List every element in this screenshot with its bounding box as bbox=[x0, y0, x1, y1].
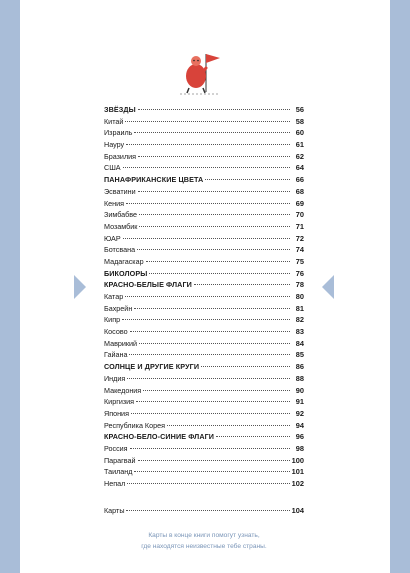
right-page-marker bbox=[322, 275, 334, 299]
toc-entry-label: Косово bbox=[104, 327, 128, 337]
toc-page-number: 78 bbox=[295, 280, 304, 290]
toc-entry-label: ПАНАФРИКАНСКИЕ ЦВЕТА bbox=[104, 175, 204, 185]
toc-page-number: 68 bbox=[295, 186, 304, 196]
toc-dot-leader bbox=[130, 448, 290, 449]
toc-page-number: 64 bbox=[295, 163, 304, 173]
toc-entry-row[interactable] bbox=[104, 291, 304, 303]
toc-section-row[interactable] bbox=[104, 104, 304, 116]
toc-dot-leader bbox=[134, 308, 290, 309]
toc-dot-leader bbox=[136, 401, 290, 402]
toc-entry-label: ЮАР bbox=[104, 233, 121, 243]
table-of-contents bbox=[104, 104, 304, 516]
toc-page-number: 102 bbox=[291, 479, 304, 488]
toc-dot-leader bbox=[149, 273, 290, 274]
toc-page-number: 66 bbox=[295, 175, 304, 185]
toc-entry-label: Непал bbox=[104, 479, 126, 488]
toc-entry-row[interactable] bbox=[104, 443, 304, 455]
toc-entry-label: БИКОЛОРЫ bbox=[104, 268, 148, 278]
toc-entry-label: ЗВЁЗДЫ bbox=[104, 105, 136, 114]
toc-page-number: 70 bbox=[295, 210, 304, 220]
toc-entry-label: СОЛНЦЕ И ДРУГИЕ КРУГИ bbox=[104, 362, 200, 372]
toc-entry-row[interactable] bbox=[104, 349, 304, 361]
footer-note-line-1: Карты в конце книги помогут узнать, bbox=[148, 532, 260, 539]
toc-dot-leader bbox=[125, 121, 290, 122]
toc-page-number: 81 bbox=[295, 303, 304, 313]
toc-page-number: 86 bbox=[295, 362, 304, 372]
toc-entry-label: Маврикий bbox=[104, 338, 138, 348]
toc-page-number: 72 bbox=[295, 233, 304, 243]
toc-entry-label: Япония bbox=[104, 408, 129, 418]
toc-dot-leader bbox=[139, 214, 290, 215]
toc-page-number: 61 bbox=[295, 140, 304, 150]
toc-entry-label: Парагвай bbox=[104, 455, 136, 465]
toc-entry-row[interactable] bbox=[104, 127, 304, 139]
toc-dot-leader bbox=[126, 203, 290, 204]
toc-page-number: 94 bbox=[295, 420, 304, 430]
left-page-marker bbox=[74, 275, 86, 299]
toc-page-number: 83 bbox=[295, 327, 304, 337]
toc-entry-row[interactable] bbox=[104, 221, 304, 233]
toc-page-number: 60 bbox=[295, 128, 304, 138]
toc-dot-leader bbox=[123, 167, 290, 168]
toc-entry-label: Гайана bbox=[104, 350, 128, 360]
toc-dot-leader bbox=[205, 179, 290, 180]
toc-page-number: 69 bbox=[295, 198, 304, 208]
toc-entry-label: Бахрейн bbox=[104, 303, 133, 313]
toc-entry-row[interactable] bbox=[104, 186, 304, 198]
toc-entry-row[interactable] bbox=[104, 256, 304, 268]
toc-entry-label: США bbox=[104, 163, 121, 173]
toc-entry-row[interactable] bbox=[104, 198, 304, 210]
toc-entry-label: Македония bbox=[104, 385, 142, 395]
toc-entry-label: Таиланд bbox=[104, 467, 133, 477]
toc-page-number: 82 bbox=[295, 315, 304, 325]
toc-entry-label: Индия bbox=[104, 373, 126, 383]
toc-entry-label: Мадагаскар bbox=[104, 256, 144, 266]
toc-entry-label: Ботсвана bbox=[104, 245, 136, 255]
toc-dot-leader bbox=[123, 238, 290, 239]
toc-entry-row[interactable] bbox=[104, 396, 304, 408]
toc-section-row[interactable] bbox=[104, 361, 304, 373]
toc-page-number: 96 bbox=[295, 432, 304, 442]
toc-entry-label: КРАСНО-БЕЛО-СИНИЕ ФЛАГИ bbox=[104, 432, 215, 442]
toc-entry-label: Израиль bbox=[104, 128, 133, 138]
toc-dot-leader bbox=[139, 343, 290, 344]
toc-page-number: 85 bbox=[295, 350, 304, 360]
toc-dot-leader bbox=[122, 319, 290, 320]
toc-entry-row[interactable] bbox=[104, 505, 304, 517]
toc-dot-leader bbox=[143, 390, 290, 391]
toc-entry-label: Катар bbox=[104, 292, 124, 301]
toc-page-number: 104 bbox=[291, 505, 304, 515]
toc-entry-row[interactable] bbox=[104, 244, 304, 256]
toc-page-number: 101 bbox=[291, 467, 304, 477]
toc-dot-leader bbox=[130, 331, 290, 332]
toc-entry-label: Киргизия bbox=[104, 397, 135, 407]
toc-entry-label: Китай bbox=[104, 116, 124, 126]
toc-entry-row[interactable] bbox=[104, 408, 304, 420]
toc-entry-row[interactable] bbox=[104, 385, 304, 397]
toc-entry-row[interactable] bbox=[104, 209, 304, 221]
toc-entry-label: Эсватини bbox=[104, 186, 136, 196]
toc-entry-row[interactable] bbox=[104, 455, 304, 467]
toc-entry-label: КРАСНО-БЕЛЫЕ ФЛАГИ bbox=[104, 280, 192, 290]
toc-dot-leader bbox=[138, 156, 290, 157]
toc-entry-row[interactable] bbox=[104, 151, 304, 163]
toc-dot-leader bbox=[126, 510, 289, 511]
left-side-bar bbox=[0, 0, 20, 573]
toc-dot-leader bbox=[134, 132, 290, 133]
toc-section-row[interactable] bbox=[104, 279, 304, 291]
toc-dot-leader bbox=[127, 483, 289, 484]
flag-bearer-illustration bbox=[176, 48, 224, 98]
toc-page-number: 74 bbox=[295, 245, 304, 255]
toc-entry-row[interactable] bbox=[104, 303, 304, 315]
toc-dot-leader bbox=[138, 191, 290, 192]
toc-page-number: 84 bbox=[295, 338, 304, 348]
toc-dot-leader bbox=[139, 226, 290, 227]
toc-page-number: 80 bbox=[295, 292, 304, 301]
toc-entry-label: Карты bbox=[104, 505, 125, 515]
toc-dot-leader bbox=[138, 460, 290, 461]
toc-page-number: 90 bbox=[295, 385, 304, 395]
toc-entry-label: Зимбабве bbox=[104, 210, 138, 220]
toc-dot-leader bbox=[194, 284, 290, 285]
toc-entry-row[interactable] bbox=[104, 162, 304, 174]
toc-dot-leader bbox=[137, 249, 290, 250]
toc-entry-row[interactable] bbox=[104, 116, 304, 128]
right-side-bar bbox=[390, 0, 410, 573]
toc-page-number: 75 bbox=[295, 256, 304, 266]
toc-entry-label: Бразилия bbox=[104, 151, 137, 161]
toc-dot-leader bbox=[129, 354, 290, 355]
toc-dot-leader bbox=[216, 436, 290, 437]
toc-dot-leader bbox=[125, 296, 290, 297]
toc-entry-row[interactable] bbox=[104, 466, 304, 478]
toc-dot-leader bbox=[126, 144, 290, 145]
toc-entry-row[interactable] bbox=[104, 373, 304, 385]
toc-dot-leader bbox=[138, 109, 290, 110]
toc-entry-row[interactable] bbox=[104, 420, 304, 432]
footer-note-line-2: где находятся неизвестные тебе страны. bbox=[141, 543, 267, 550]
toc-page-number: 98 bbox=[295, 443, 304, 453]
toc-page-number: 76 bbox=[295, 268, 304, 278]
toc-page-number: 71 bbox=[295, 221, 304, 231]
toc-page-number: 58 bbox=[295, 116, 304, 126]
toc-page-number: 62 bbox=[295, 151, 304, 161]
toc-dot-leader bbox=[131, 413, 290, 414]
toc-page-number: 92 bbox=[295, 408, 304, 418]
toc-section-row[interactable] bbox=[104, 268, 304, 280]
toc-entry-row[interactable] bbox=[104, 139, 304, 151]
toc-entry-row[interactable] bbox=[104, 326, 304, 338]
toc-dot-leader bbox=[134, 471, 289, 472]
toc-entry-label: Мозамбик bbox=[104, 221, 138, 231]
toc-entry-row[interactable] bbox=[104, 314, 304, 326]
toc-entry-row[interactable] bbox=[104, 233, 304, 245]
toc-section-row[interactable] bbox=[104, 174, 304, 186]
toc-page-number: 56 bbox=[295, 105, 304, 114]
toc-dot-leader bbox=[146, 261, 290, 262]
toc-dot-leader bbox=[201, 366, 290, 367]
toc-dot-leader bbox=[127, 378, 290, 379]
toc-entry-label: Кения bbox=[104, 198, 125, 208]
toc-dot-leader bbox=[167, 425, 290, 426]
toc-entry-label: Кипр bbox=[104, 315, 121, 325]
toc-page-number: 100 bbox=[291, 455, 304, 465]
toc-entry-label: Науру bbox=[104, 140, 125, 150]
toc-entry-label: Россия bbox=[104, 443, 128, 453]
toc-entry-label: Республика Корея bbox=[104, 420, 166, 430]
footer-note bbox=[104, 530, 304, 552]
toc-page-number: 91 bbox=[295, 397, 304, 407]
toc-entry-row[interactable] bbox=[104, 478, 304, 490]
toc-entry-row[interactable] bbox=[104, 338, 304, 350]
toc-section-row[interactable] bbox=[104, 431, 304, 443]
toc-page-number: 88 bbox=[295, 373, 304, 383]
